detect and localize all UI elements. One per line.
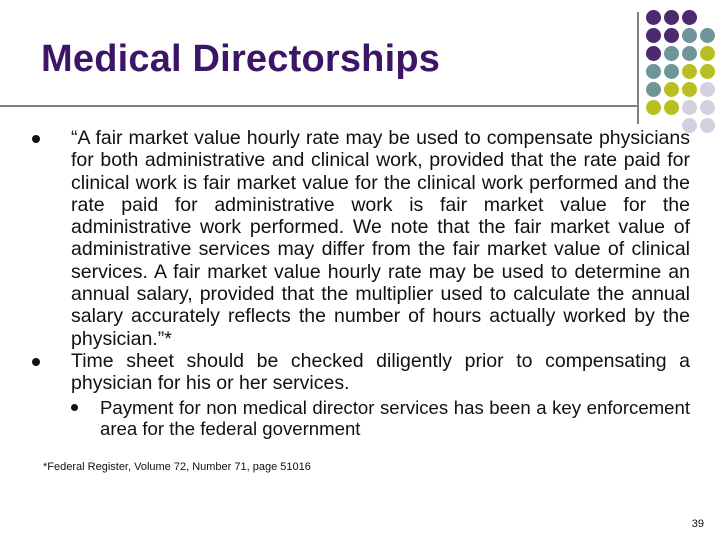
decor-dot bbox=[664, 82, 679, 97]
horizontal-divider bbox=[0, 105, 637, 107]
bullet-item bbox=[30, 127, 690, 350]
bullet-list bbox=[30, 127, 690, 440]
bullet-dot-icon bbox=[71, 404, 78, 411]
decor-dot bbox=[664, 28, 679, 43]
bullet-text: Time sheet should be checked diligently prior to compensating a physician for his or her services. bbox=[71, 349, 690, 395]
decor-dot bbox=[700, 100, 715, 115]
decor-dot bbox=[700, 118, 715, 133]
decor-dot bbox=[700, 82, 715, 97]
decor-dot bbox=[664, 10, 679, 25]
bullet-item bbox=[30, 350, 690, 395]
page-number: 39 bbox=[691, 518, 704, 530]
decor-dot bbox=[700, 46, 715, 61]
decor-dot bbox=[646, 100, 661, 115]
slide-title: Medical Directorships bbox=[41, 38, 441, 80]
decor-dot bbox=[682, 64, 697, 79]
decor-dot bbox=[646, 28, 661, 43]
decor-dot bbox=[664, 100, 679, 115]
decor-dot bbox=[646, 10, 661, 25]
decor-dot bbox=[682, 46, 697, 61]
decor-dot bbox=[700, 28, 715, 43]
bullet-dot-icon bbox=[32, 135, 40, 143]
decor-dot bbox=[664, 46, 679, 61]
bullet-dot-icon bbox=[32, 358, 40, 366]
decor-dot bbox=[664, 64, 679, 79]
bullet-text: “A fair market value hourly rate may be used to compensate physicians for both administrative and clinical work, provided that the rate paid for clinical work is fair market value for the clinical work performed and the rate paid for administrative work is fair market value for the administrative work performed. We note that the fair market value of administrative services may differ from the fair market value of clinical services. A fair market value hourly rate may be used to determine an annual salary, provided that the multiplier used to calculate the annual salary accurately reflects the number of hours actually worked by the physician.”* bbox=[71, 127, 690, 350]
decor-dot bbox=[700, 64, 715, 79]
decor-dot bbox=[682, 100, 697, 115]
sub-bullet-text: Payment for non medical director services has been a key enforcement area for the federal government bbox=[100, 396, 690, 440]
decor-dot bbox=[646, 64, 661, 79]
decor-dot bbox=[682, 28, 697, 43]
sub-bullet-item bbox=[30, 397, 690, 440]
decor-dot bbox=[646, 46, 661, 61]
vertical-divider bbox=[637, 12, 639, 124]
footnote: *Federal Register, Volume 72, Number 71, page 51016 bbox=[43, 461, 311, 473]
decor-dot bbox=[646, 82, 661, 97]
decor-dot bbox=[682, 10, 697, 25]
decor-dot bbox=[682, 82, 697, 97]
